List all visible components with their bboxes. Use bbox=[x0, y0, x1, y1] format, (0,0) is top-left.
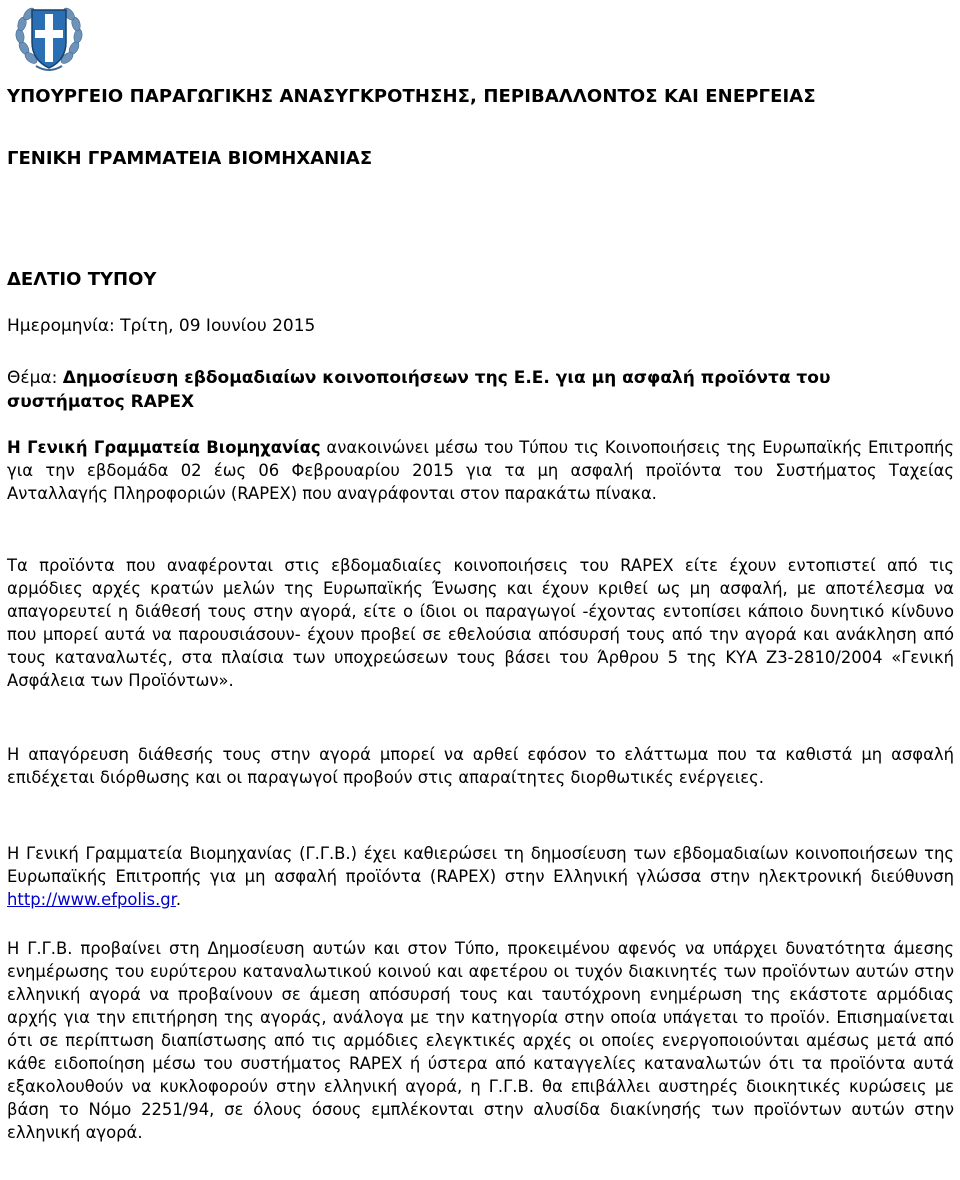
paragraph-ban-lift: Η απαγόρευση διάθεσής τους στην αγορά μπορεί να αρθεί εφόσον το ελάττωμα που τα καθιστά μη ασφαλή επιδέχεται διόρθωσης και οι παραγωγοί προβούν στις απαραίτητες διορθωτικές ενέργειες. bbox=[7, 745, 954, 787]
subject-line bbox=[7, 366, 952, 414]
release-date: Ημερομηνία: Τρίτη, 09 Ιουνίου 2015 bbox=[7, 316, 316, 336]
announcement-lead: Η Γενική Γραμματεία Βιομηχανίας bbox=[7, 438, 321, 457]
paragraph-publication bbox=[7, 842, 954, 911]
subject-prefix: Θέμα: bbox=[7, 368, 63, 388]
subject-text: Δημοσίευση εβδομαδιαίων κοινοποιήσεων της Ε.Ε. για μη ασφαλή προϊόντα του συστήματος RAPEX bbox=[7, 368, 831, 412]
publication-end: . bbox=[175, 890, 182, 909]
publication-text: Η Γενική Γραμματεία Βιομηχανίας (Γ.Γ.Β.) έχει καθιερώσει τη δημοσίευση των εβδομαδιαίων κοινοποιήσεων της Ευρωπαϊκής Επιτροπής για μη ασφαλή προϊόντα (RAPEX) στην Ελληνική γλώσσα στην ηλεκτρονική διεύθυνση bbox=[7, 844, 954, 886]
paragraph-products: Τα προϊόντα που αναφέρονται στις εβδομαδιαίες κοινοποιήσεις του RAPEX είτε έχουν εντοπιστεί από τις αρμόδιες αρχές κρατών μελών της Ευρωπαϊκής Ένωσης και έχουν κριθεί ως μη ασφαλή, με αποτέλεσμα να απαγορευτεί η διάθεσή τους στην αγορά, είτε ο ίδιοι οι παραγωγοί -έχοντας εντοπίσει κάποιο δυνητικό κίνδυνο που μπορεί αυτά να παρουσιάσουν- έχουν προβεί σε εθελούσια απόσυρσή τους από την αγορά και ανάκληση από τους καταναλωτές, στα πλαίσια των υποχρεώσεων τους βάσει του Άρθρου 5 της ΚΥΑ Ζ3-2810/2004 «Γενική Ασφάλεια των Προϊόντων». bbox=[7, 556, 954, 690]
paragraph-enforcement: Η Γ.Γ.Β. προβαίνει στη Δημοσίευση αυτών και στον Τύπο, προκειμένου αφενός να υπάρχει δυνατότητα άμεσης ενημέρωσης του ευρύτερου καταναλωτικού κοινού και αφετέρου οι τυχόν διακινητές των προϊόντων αυτών στην ελληνική αγορά να προβαίνουν σε άμεση απόσυρσή τους και ταυτόχρονη ενημέρωση της εκάστοτε αρμόδιας αρχής για την επιτήρηση της αγοράς, ανάλογα με την κατηγορία στην οποία υπάγεται το προϊόν. Επισημαίνεται ότι σε περίπτωση διαπίστωσης από τις αρμόδιες ελεγκτικές αρχές οι οποίες ενεργοποιούνται αμέσως μετά από κάθε ειδοποίηση μέσω του συστήματος RAPEX ή ύστερα από καταγγελίες καταναλωτών ότι τα προϊόντα αυτά εξακολουθούν να κυκλοφορούν στην ελληνική αγορά, η Γ.Γ.Β. θα επιβάλλει αυστηρές διοικητικές κυρώσεις με βάση το Νόμο 2251/94, σε όλους όσους εμπλέκονται στην αλυσίδα διακίνησής των προϊόντων αυτών στην ελληνική αγορά. bbox=[7, 939, 954, 1142]
announcement-body: ανακοινώνει μέσω του Τύπου τις Κοινοποιήσεις της Ευρωπαϊκής Επιτροπής για την εβδομάδα 02 έως 06 Φεβρουαρίου 2015 για τα μη ασφαλή προϊόντα του Συστήματος Ταχείας Ανταλλαγής Πληροφοριών (RAPEX) που αναγράφονται στον παρακάτω πίνακα. bbox=[7, 438, 954, 503]
paragraph-announcement bbox=[7, 436, 954, 505]
secretariat-name: ΓΕΝΙΚΗ ΓΡΑΜΜΑΤΕΙΑ ΒΙΟΜΗΧΑΝΙΑΣ bbox=[7, 148, 373, 169]
greek-coat-of-arms-icon bbox=[10, 0, 88, 78]
press-release-title: ΔΕΛΤΙΟ ΤΥΠΟΥ bbox=[7, 269, 157, 290]
ministry-name: ΥΠΟΥΡΓΕΙΟ ΠΑΡΑΓΩΓΙΚΗΣ ΑΝΑΣΥΓΚΡΟΤΗΣΗΣ, ΠΕΡΙΒΑΛΛΟΝΤΟΣ ΚΑΙ ΕΝΕΡΓΕΙΑΣ bbox=[7, 86, 816, 107]
efpolis-link[interactable]: http://www.efpolis.gr bbox=[7, 890, 176, 909]
